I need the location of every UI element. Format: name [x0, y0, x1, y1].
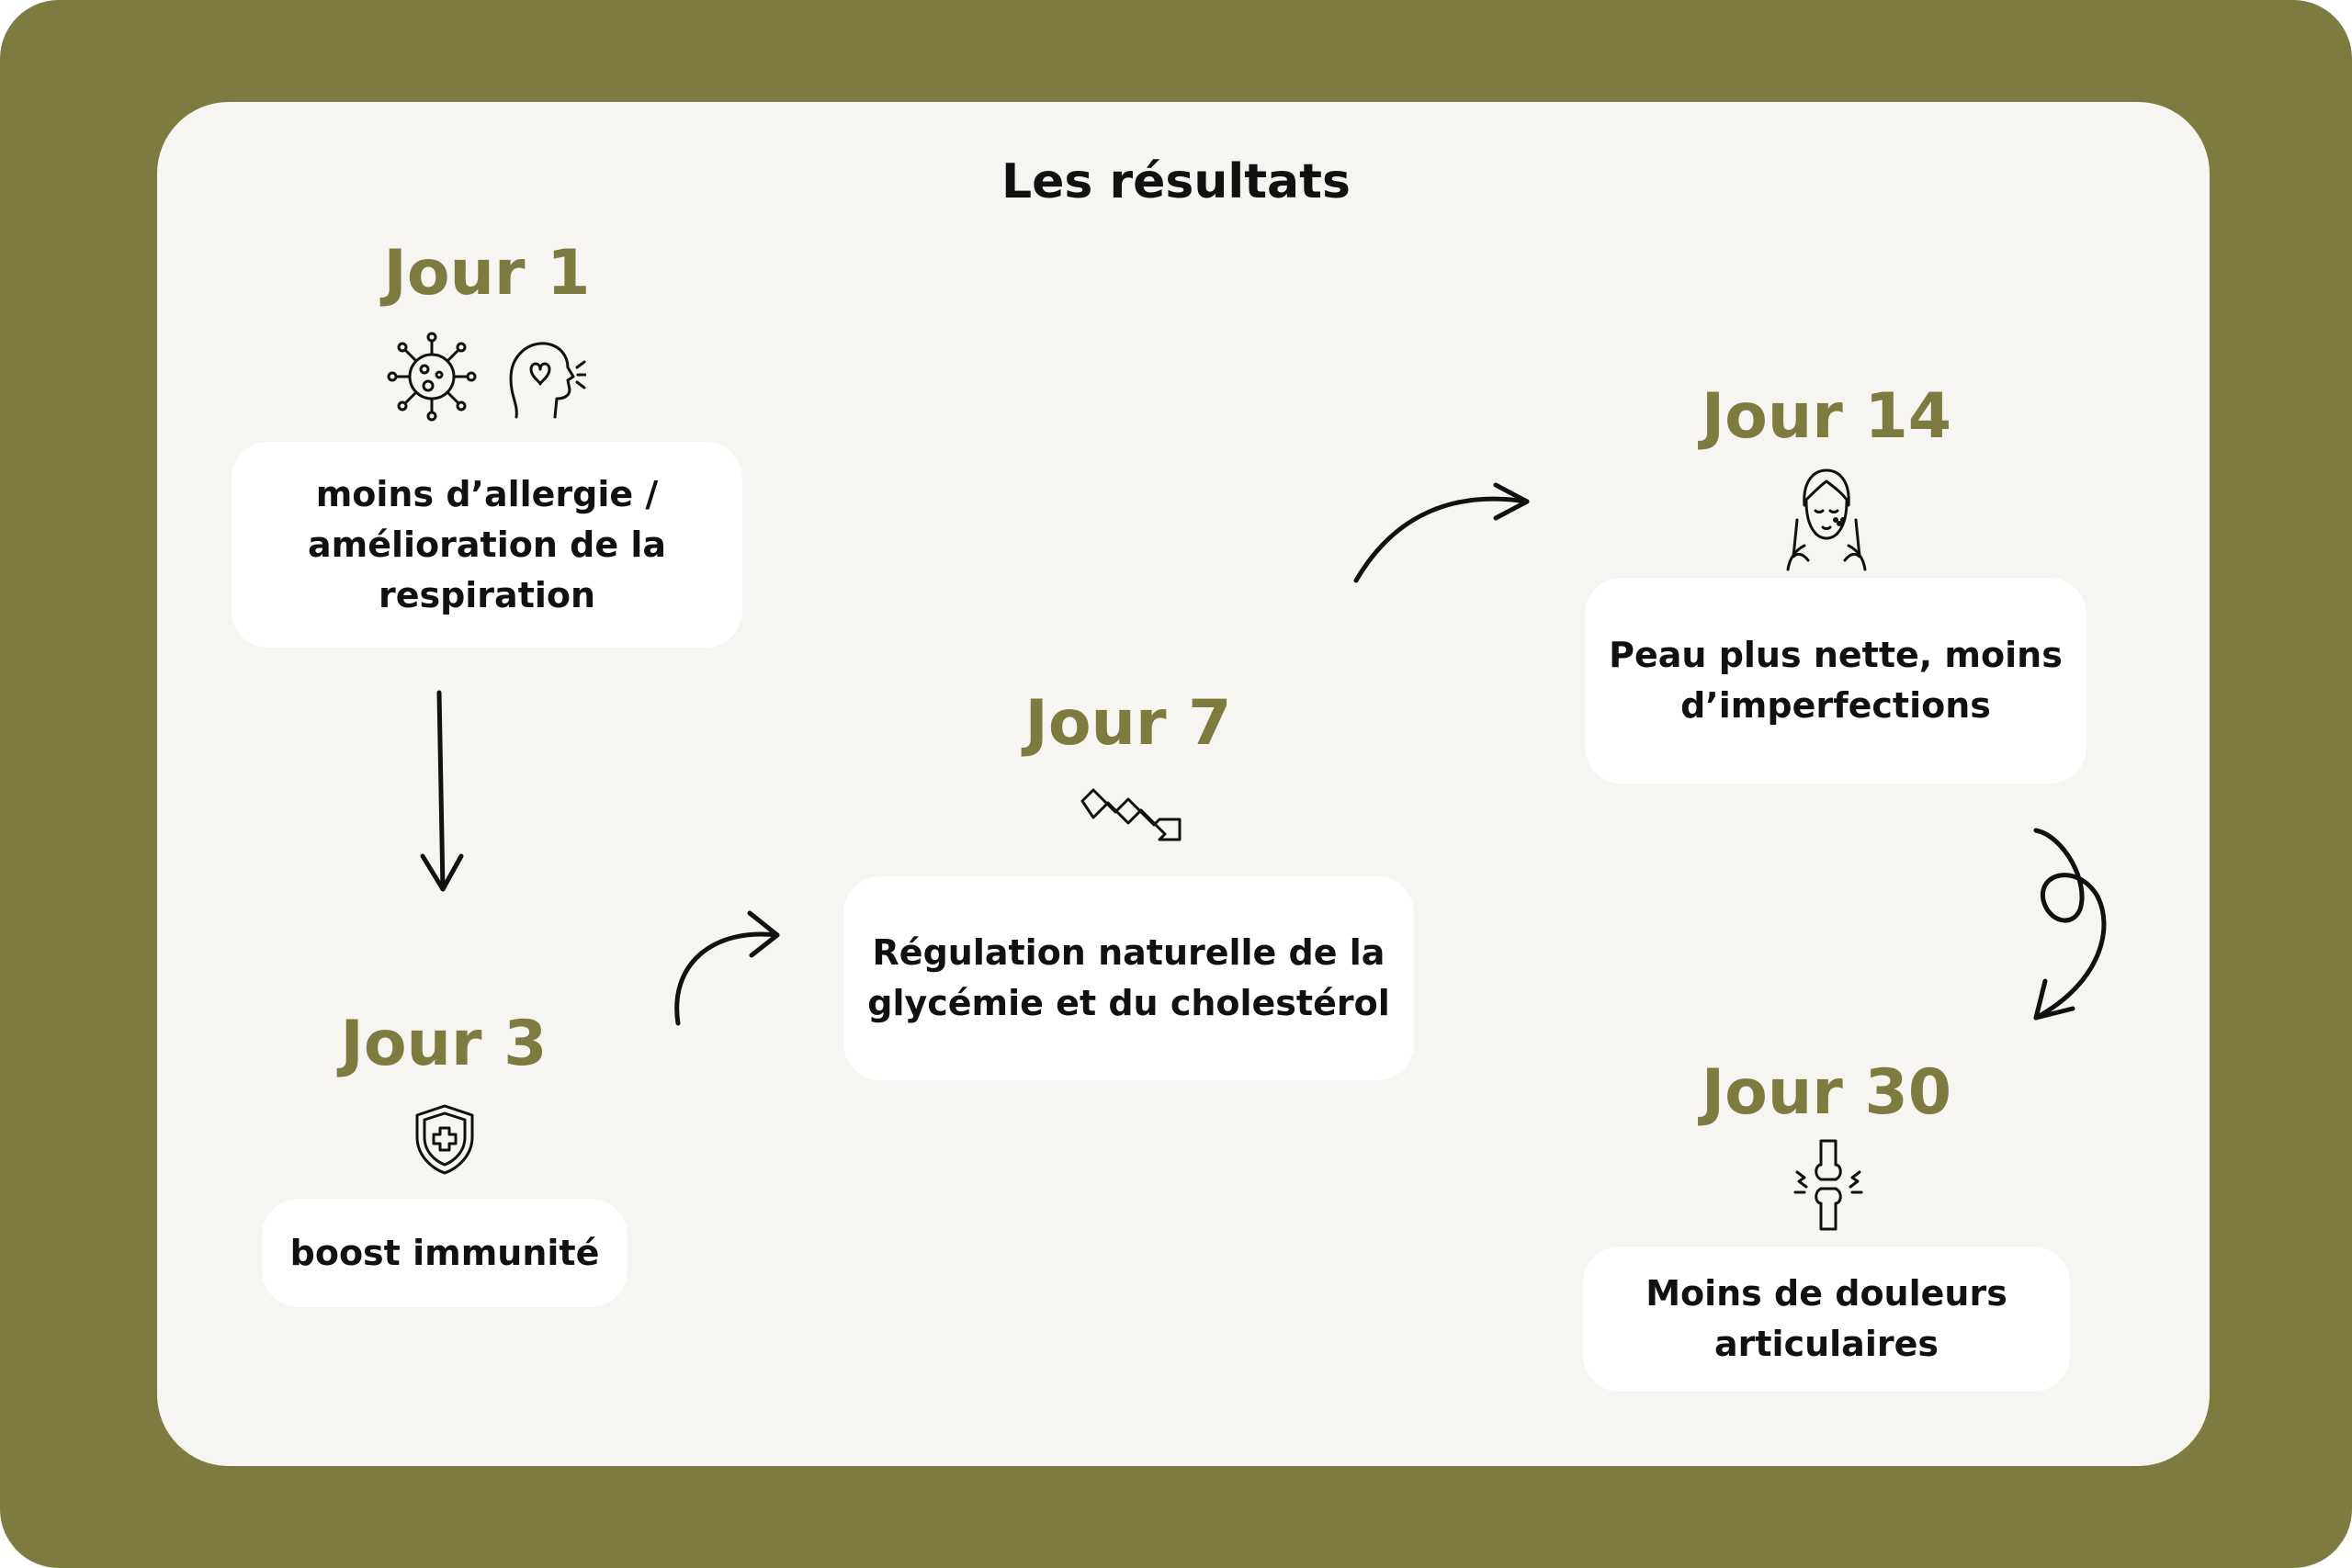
arrow-day3-to-day7	[677, 913, 777, 1023]
step-1-card: moins d’allergie / amélioration de la respiration	[232, 442, 742, 648]
step-3-card: boost immunité	[262, 1199, 628, 1307]
step-14-day: Jour 14	[1701, 380, 1952, 453]
step-7-day: Jour 7	[1024, 687, 1232, 760]
step-30-card: Moins de douleurs articulaires	[1583, 1247, 2070, 1392]
page-title: Les résultats	[1001, 154, 1351, 209]
step-1-day: Jour 1	[383, 237, 591, 310]
step-14-card: Peau plus nette, moins d’imperfections	[1585, 578, 2086, 784]
arrow-day7-to-day14	[1356, 485, 1527, 581]
step-7-card: Régulation naturelle de la glycémie et du cholestérol	[843, 876, 1414, 1080]
step-3-day: Jour 3	[340, 1008, 548, 1080]
step-30-day: Jour 30	[1701, 1056, 1952, 1129]
arrow-day1-to-day3	[423, 693, 461, 889]
arrow-day14-to-day30	[2036, 830, 2104, 1018]
